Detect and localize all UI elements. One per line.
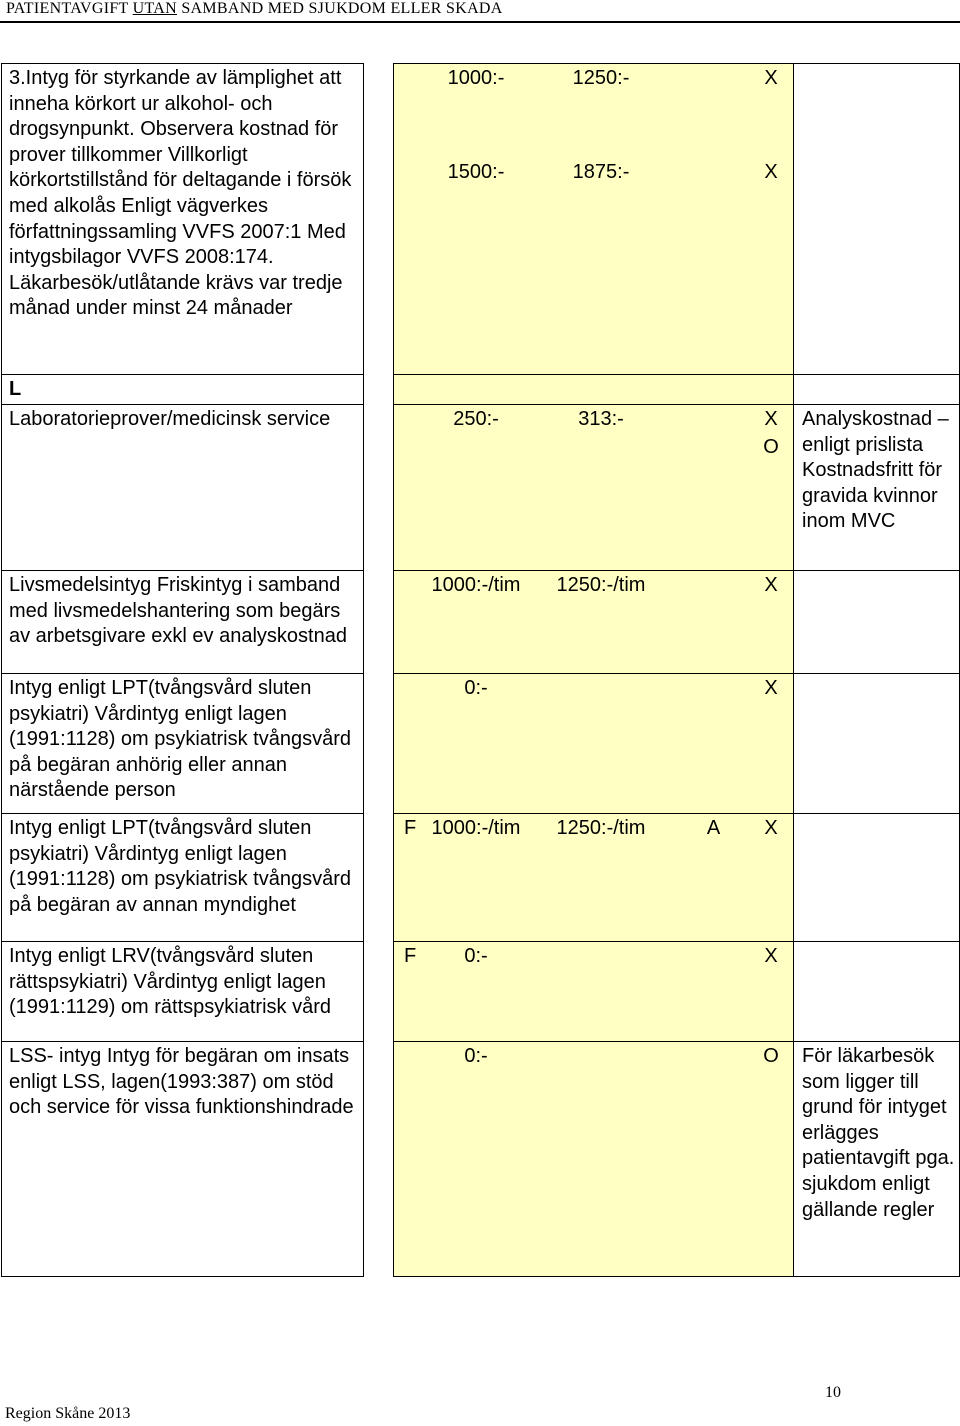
fee-description: LSS- intyg Intyg för begäran om insats enligt LSS, lagen(1993:387) om stöd och service för vissa funktionshindrade	[2, 1042, 364, 1277]
fee-row	[2, 942, 960, 1042]
fee-note	[794, 375, 960, 405]
fee-amount: 1500:-	[447, 160, 505, 183]
column-spacer	[364, 942, 394, 1042]
fee-amount-incl-vat: 1875:-	[572, 160, 630, 183]
fee-letter	[676, 676, 751, 702]
fee-price-cell	[394, 405, 794, 571]
fee-note	[794, 674, 960, 814]
price-line	[394, 158, 793, 186]
fee-mark: X	[764, 677, 778, 699]
price-code	[394, 1044, 426, 1070]
fee-row	[2, 64, 960, 375]
fee-amount	[426, 435, 526, 461]
fee-mark: X	[764, 945, 778, 967]
fee-amount-incl-vat: 313:-	[578, 408, 624, 430]
fee-mark: X	[764, 67, 778, 89]
fee-price-cell	[394, 814, 794, 942]
fee-description: Livsmedelsintyg Friskintyg i samband med livsmedelshantering som begärs av arbetsgivare exkl ev analyskostnad	[2, 571, 364, 674]
fee-mark: O	[763, 1045, 779, 1067]
column-spacer	[364, 571, 394, 674]
fee-amount-incl-vat	[526, 944, 676, 970]
fee-letter	[676, 1044, 751, 1070]
fee-letter: A	[706, 817, 721, 839]
fee-row	[2, 571, 960, 674]
fee-amount-incl-vat	[526, 1044, 676, 1070]
fee-description: Laboratorieprover/medicinsk service	[2, 405, 364, 571]
column-spacer	[364, 64, 394, 375]
column-spacer	[364, 1042, 394, 1277]
fee-description: 3.Intyg för styrkande av lämplighet att inneha körkort ur alkohol- och drogsynpunkt. Observera kostnad för prover tillkommer Villkorligt körkortstillstånd för deltagande i försök med alkolås Enligt vägverkes författningssamling VVFS 2007:1 Med intygsbilagor VVFS 2008:174. Läkarbesök/utlåtande krävs var tredje månad under minst 24 månader	[2, 64, 364, 375]
fee-amount: 1000:-/tim	[431, 574, 521, 596]
price-line	[394, 674, 793, 702]
header-text-end: SAMBAND MED SJUKDOM ELLER SKADA	[177, 0, 503, 17]
fee-note	[794, 814, 960, 942]
fee-mark: X	[764, 574, 778, 596]
price-code	[394, 435, 426, 461]
fee-price-cell	[394, 571, 794, 674]
fee-row	[2, 405, 960, 571]
price-code	[394, 66, 426, 92]
fee-note	[794, 942, 960, 1042]
fee-letter	[676, 407, 751, 433]
fee-letter	[676, 435, 751, 461]
price-line	[394, 942, 793, 970]
fee-letter	[676, 160, 751, 186]
fee-amount-incl-vat: 1250:-/tim	[556, 574, 646, 596]
header-text-underlined: UTAN	[132, 0, 178, 17]
price-line	[394, 571, 793, 599]
fee-description: Intyg enligt LPT(tvångsvård sluten psykiatri) Vårdintyg enligt lagen (1991:1128) om psykiatrisk tvångsvård på begäran anhörig eller annan närstående person	[2, 674, 364, 814]
fee-row	[2, 1042, 960, 1277]
fee-amount-incl-vat: 1250:-	[572, 67, 630, 89]
fee-price-cell	[394, 1042, 794, 1277]
fee-row	[2, 674, 960, 814]
price-code	[394, 676, 426, 702]
price-code: F	[404, 945, 417, 967]
header-text-start: PATIENTAVGIFT	[6, 0, 133, 17]
fee-note	[794, 571, 960, 674]
price-line	[394, 405, 793, 433]
fee-letter	[676, 573, 751, 599]
column-spacer	[364, 674, 394, 814]
price-line	[394, 64, 793, 92]
footer-org: Region Skåne 2013	[5, 1405, 131, 1422]
fee-amount: 1000:-/tim	[431, 817, 521, 839]
price-line	[394, 1042, 793, 1070]
fee-price-cell	[394, 375, 794, 405]
fee-price-cell	[394, 674, 794, 814]
fee-mark: O	[763, 435, 779, 458]
fee-mark: X	[764, 160, 778, 183]
fee-mark: X	[764, 408, 778, 430]
fee-row	[2, 814, 960, 942]
price-line	[394, 433, 793, 461]
page-number: 10	[825, 1384, 841, 1401]
fee-row	[2, 375, 960, 405]
fee-description: Intyg enligt LRV(tvångsvård sluten rättspsykiatri) Vårdintyg enligt lagen (1991:1129) om rättspsykiatrisk vård	[2, 942, 364, 1042]
fee-description: L	[2, 375, 364, 405]
fee-note: För läkarbesök som ligger till grund för intyget erlägges patientavgift pga. sjukdom enligt gällande regler	[794, 1042, 960, 1277]
fee-price-cell	[394, 64, 794, 375]
header-rule	[0, 21, 960, 23]
price-code: F	[404, 817, 417, 839]
fee-amount: 0:-	[464, 945, 488, 967]
fee-description: Intyg enligt LPT(tvångsvård sluten psykiatri) Vårdintyg enligt lagen (1991:1128) om psykiatrisk tvångsvård på begäran av annan myndighet	[2, 814, 364, 942]
fee-amount: 0:-	[464, 1045, 488, 1067]
fee-price-cell	[394, 942, 794, 1042]
price-code	[394, 407, 426, 433]
fee-letter	[676, 944, 751, 970]
fee-note	[794, 64, 960, 375]
fee-amount-incl-vat: 1250:-/tim	[556, 817, 646, 839]
fee-note: Analyskostnad – enligt prislista Kostnadsfritt för gravida kvinnor inom MVC	[794, 405, 960, 571]
document-header	[6, 0, 503, 20]
fee-table	[1, 63, 960, 1277]
fee-amount: 250:-	[453, 408, 499, 430]
price-code	[394, 160, 426, 186]
fee-amount-incl-vat	[526, 676, 676, 702]
column-spacer	[364, 405, 394, 571]
column-spacer	[364, 814, 394, 942]
price-line	[394, 814, 793, 842]
fee-letter	[676, 66, 751, 92]
fee-amount: 0:-	[464, 677, 488, 699]
fee-amount-incl-vat	[526, 435, 676, 461]
column-spacer	[364, 375, 394, 405]
fee-mark: X	[764, 817, 778, 839]
price-code	[394, 573, 426, 599]
fee-amount: 1000:-	[447, 67, 505, 89]
